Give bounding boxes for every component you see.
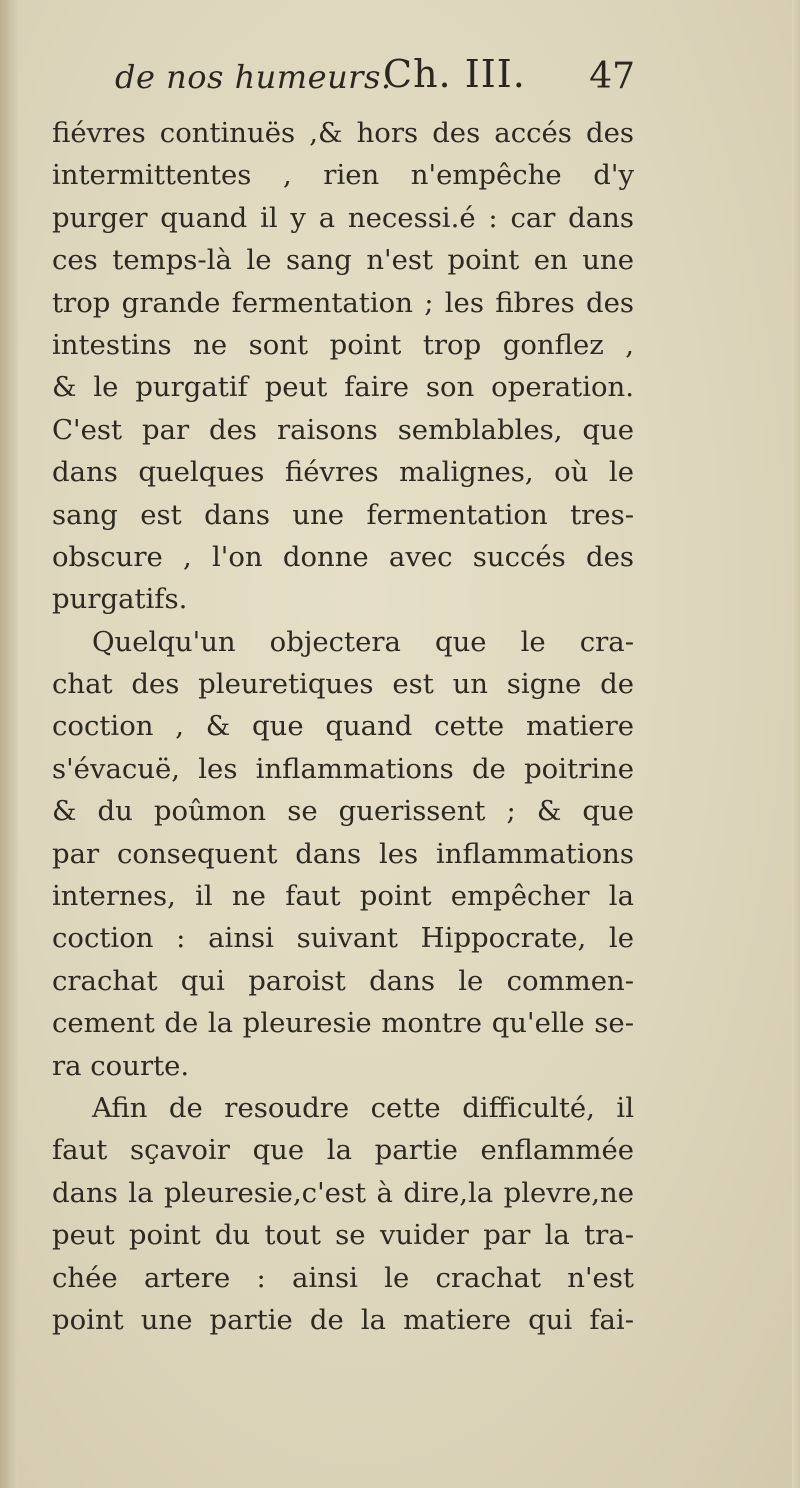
text-line: & du poûmon se guerissent ; & que [52, 795, 634, 828]
text-line: coction , & que quand cette matiere [52, 710, 634, 743]
running-head [115, 52, 635, 108]
text-line: purger quand il y a necessi.é : car dans [52, 201, 634, 234]
text-line: C'est par des raisons semblables, que [52, 413, 634, 446]
text-line: intestins ne sont point trop gonflez , [52, 328, 634, 361]
text-line: & le purgatif peut faire son operation. [52, 371, 634, 404]
text-line: fiévres continuës ,& hors des accés des [52, 117, 634, 149]
text-line: Quelqu'un objectera que le cra- [92, 625, 634, 658]
text-line: trop grande fermentation ; les fibres des [52, 286, 634, 319]
chapter-label: Ch. III. [383, 52, 526, 96]
text-line: ra courte. [52, 1049, 190, 1082]
running-head-title: de nos humeurs. [115, 58, 392, 96]
text-line: cement de la pleuresie montre qu'elle se- [52, 1007, 634, 1040]
text-line: intermittentes , rien n'empêche d'y [52, 159, 634, 192]
body-text [52, 112, 634, 1341]
text-line: s'évacuë, les inflammations de poitrine [52, 752, 634, 785]
text-line: Afin de resoudre cette difficulté, il [92, 1091, 634, 1124]
text-line: crachat qui paroist dans le commen- [52, 964, 634, 997]
text-line: sang est dans une fermentation tres- [52, 498, 634, 531]
text-line: internes, il ne faut point empêcher la [52, 880, 634, 913]
text-line: chée artere : ainsi le crachat n'est [52, 1261, 634, 1294]
text-line: dans quelques fiévres malignes, où le [52, 456, 634, 489]
text-line: peut point du tout se vuider par la tra- [52, 1219, 634, 1252]
text-line: point une partie de la matiere qui fai- [52, 1303, 634, 1336]
text-line: ces temps-là le sang n'est point en une [52, 244, 634, 277]
text-line: obscure , l'on donne avec succés des [52, 540, 634, 573]
text-line: dans la pleuresie,c'est à dire,la plevre,ne [52, 1176, 634, 1209]
text-line: purgatifs. [52, 583, 188, 616]
text-line: chat des pleuretiques est un signe de [52, 668, 634, 701]
gutter-shadow [0, 0, 18, 1488]
text-line: par consequent dans les inflammations [52, 837, 634, 870]
page-edge [792, 0, 800, 1488]
page-number: 47 [589, 56, 635, 97]
text-line: faut sçavoir que la partie enflammée [52, 1134, 634, 1167]
text-line: coction : ainsi suivant Hippocrate, le [52, 922, 634, 955]
